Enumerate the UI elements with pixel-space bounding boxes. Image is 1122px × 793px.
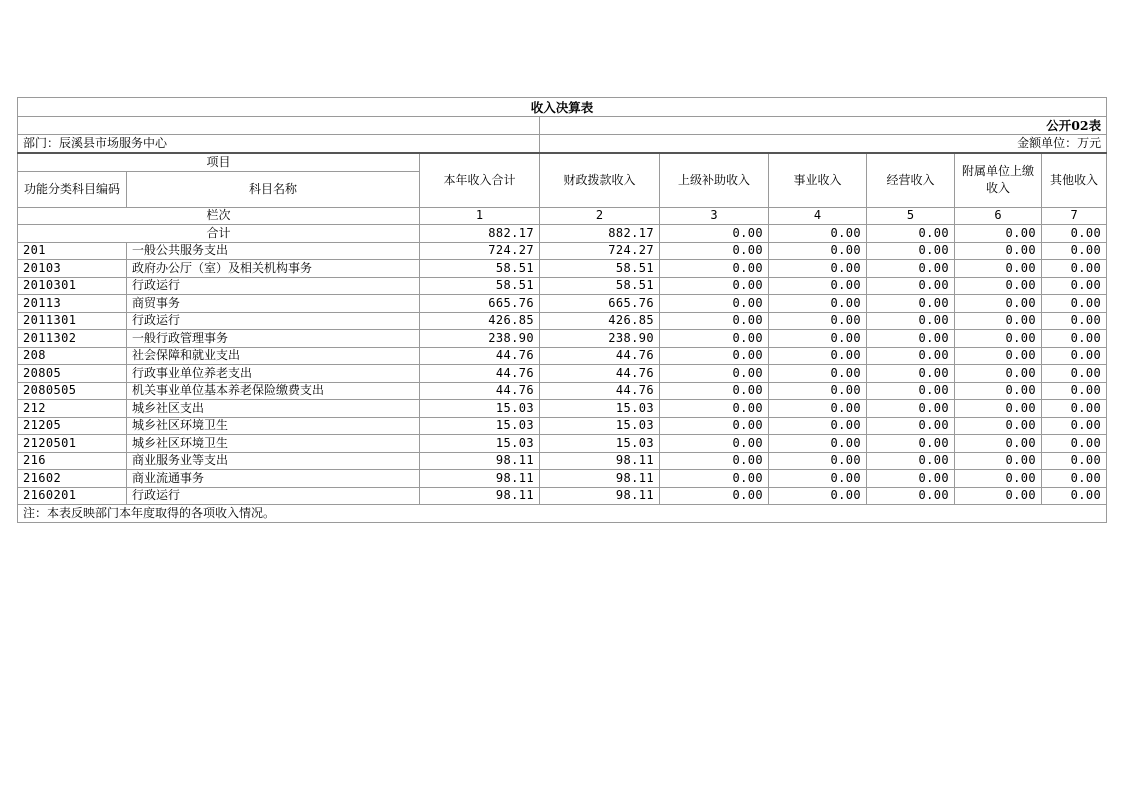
row-amount: 0.00: [1042, 365, 1107, 383]
row-amount: 0.00: [1042, 312, 1107, 330]
row-amount: 0.00: [955, 312, 1042, 330]
row-amount: 0.00: [660, 277, 769, 295]
row-amount: 44.76: [420, 347, 540, 365]
table-row: [18, 312, 1107, 330]
row-amount: 0.00: [867, 487, 955, 505]
row-amount: 98.11: [540, 487, 660, 505]
row-subject-code: 2010301: [18, 277, 127, 295]
row-subject-code: 21602: [18, 470, 127, 488]
table-row: [18, 242, 1107, 260]
row-amount: 58.51: [420, 277, 540, 295]
row-amount: 98.11: [420, 487, 540, 505]
row-amount: 0.00: [1042, 242, 1107, 260]
row-subject-name: 行政运行: [127, 487, 420, 505]
header-fiscal-allocation: 财政拨款收入: [540, 153, 660, 207]
row-amount: 0.00: [769, 382, 867, 400]
row-amount: 0.00: [660, 312, 769, 330]
table-row: [18, 365, 1107, 383]
row-subject-code: 20103: [18, 260, 127, 278]
total-label: 合计: [18, 225, 420, 243]
row-subject-code: 201: [18, 242, 127, 260]
row-subject-code: 2080505: [18, 382, 127, 400]
header-function-code: 功能分类科目编码: [18, 171, 127, 207]
row-amount: 0.00: [1042, 435, 1107, 453]
table-row: [18, 452, 1107, 470]
row-amount: 0.00: [1042, 417, 1107, 435]
row-amount: 665.76: [540, 295, 660, 313]
header-affiliated-income: 附属单位上缴收入: [955, 153, 1042, 207]
table-row: [18, 435, 1107, 453]
row-amount: 0.00: [955, 277, 1042, 295]
row-subject-name: 一般公共服务支出: [127, 242, 420, 260]
row-subject-name: 行政运行: [127, 277, 420, 295]
row-subject-name: 机关事业单位基本养老保险缴费支出: [127, 382, 420, 400]
row-amount: 0.00: [955, 295, 1042, 313]
row-amount: 0.00: [955, 452, 1042, 470]
row-subject-code: 21205: [18, 417, 127, 435]
row-subject-name: 行政运行: [127, 312, 420, 330]
column-number: 7: [1042, 207, 1107, 225]
row-amount: 98.11: [420, 470, 540, 488]
row-subject-code: 208: [18, 347, 127, 365]
row-amount: 0.00: [769, 470, 867, 488]
row-amount: 98.11: [420, 452, 540, 470]
row-subject-code: 2011302: [18, 330, 127, 348]
row-amount: 0.00: [867, 330, 955, 348]
column-number: 5: [867, 207, 955, 225]
total-value: 882.17: [420, 225, 540, 243]
total-value: 0.00: [660, 225, 769, 243]
row-amount: 0.00: [660, 470, 769, 488]
table-row: [18, 330, 1107, 348]
blank-cell: [18, 117, 540, 135]
row-amount: 44.76: [540, 347, 660, 365]
row-amount: 0.00: [769, 295, 867, 313]
row-amount: 0.00: [1042, 470, 1107, 488]
row-amount: 0.00: [1042, 260, 1107, 278]
row-amount: 0.00: [867, 470, 955, 488]
total-value: 0.00: [769, 225, 867, 243]
row-subject-name: 商业流通事务: [127, 470, 420, 488]
row-amount: 0.00: [769, 487, 867, 505]
row-amount: 0.00: [955, 365, 1042, 383]
row-amount: 0.00: [867, 417, 955, 435]
total-value: 0.00: [955, 225, 1042, 243]
row-amount: 0.00: [660, 435, 769, 453]
row-amount: 0.00: [867, 452, 955, 470]
column-index-label: 栏次: [18, 207, 420, 225]
row-subject-name: 城乡社区支出: [127, 400, 420, 418]
row-amount: 15.03: [420, 400, 540, 418]
row-subject-code: 2160201: [18, 487, 127, 505]
row-amount: 0.00: [660, 347, 769, 365]
row-amount: 0.00: [1042, 487, 1107, 505]
income-final-accounts-table: [17, 97, 1107, 523]
table-row: [18, 470, 1107, 488]
row-amount: 0.00: [867, 347, 955, 365]
column-number: 2: [540, 207, 660, 225]
row-amount: 426.85: [420, 312, 540, 330]
row-amount: 15.03: [420, 435, 540, 453]
table-row: [18, 295, 1107, 313]
header-subject-name: 科目名称: [127, 171, 420, 207]
row-subject-name: 行政事业单位养老支出: [127, 365, 420, 383]
header-superior-subsidy: 上级补助收入: [660, 153, 769, 207]
row-amount: 58.51: [540, 277, 660, 295]
row-amount: 0.00: [955, 330, 1042, 348]
row-amount: 0.00: [660, 487, 769, 505]
row-amount: 0.00: [660, 260, 769, 278]
total-value: 882.17: [540, 225, 660, 243]
row-amount: 426.85: [540, 312, 660, 330]
row-amount: 0.00: [867, 242, 955, 260]
row-amount: 0.00: [1042, 400, 1107, 418]
row-amount: 0.00: [1042, 382, 1107, 400]
header-business-income: 事业收入: [769, 153, 867, 207]
unit-label: 金额单位：万元: [540, 135, 1107, 154]
row-amount: 0.00: [660, 242, 769, 260]
row-amount: 0.00: [769, 347, 867, 365]
row-amount: 15.03: [540, 400, 660, 418]
row-subject-code: 216: [18, 452, 127, 470]
row-amount: 665.76: [420, 295, 540, 313]
row-subject-name: 社会保障和就业支出: [127, 347, 420, 365]
row-amount: 0.00: [955, 347, 1042, 365]
column-number: 3: [660, 207, 769, 225]
row-amount: 0.00: [769, 400, 867, 418]
row-subject-name: 商业服务业等支出: [127, 452, 420, 470]
table-row: [18, 260, 1107, 278]
row-amount: 0.00: [955, 487, 1042, 505]
row-amount: 98.11: [540, 470, 660, 488]
total-value: 0.00: [1042, 225, 1107, 243]
row-amount: 0.00: [769, 435, 867, 453]
column-number: 6: [955, 207, 1042, 225]
row-amount: 0.00: [955, 242, 1042, 260]
row-amount: 0.00: [955, 470, 1042, 488]
header-total-income: 本年收入合计: [420, 153, 540, 207]
row-amount: 98.11: [540, 452, 660, 470]
row-amount: 0.00: [660, 452, 769, 470]
row-amount: 58.51: [420, 260, 540, 278]
row-amount: 44.76: [540, 365, 660, 383]
row-amount: 0.00: [955, 382, 1042, 400]
row-amount: 0.00: [1042, 330, 1107, 348]
row-subject-name: 一般行政管理事务: [127, 330, 420, 348]
row-amount: 238.90: [540, 330, 660, 348]
form-number: 公开02表: [540, 117, 1107, 135]
table-row: [18, 400, 1107, 418]
row-amount: 0.00: [660, 382, 769, 400]
row-amount: 0.00: [660, 365, 769, 383]
table-title: 收入决算表: [18, 98, 1107, 117]
row-amount: 0.00: [769, 312, 867, 330]
row-amount: 0.00: [1042, 347, 1107, 365]
department-label: 部门：辰溪县市场服务中心: [18, 135, 540, 154]
row-subject-code: 20805: [18, 365, 127, 383]
row-amount: 44.76: [540, 382, 660, 400]
row-amount: 0.00: [769, 260, 867, 278]
row-amount: 0.00: [955, 400, 1042, 418]
row-amount: 0.00: [1042, 452, 1107, 470]
row-amount: 44.76: [420, 382, 540, 400]
column-number: 4: [769, 207, 867, 225]
row-amount: 724.27: [420, 242, 540, 260]
row-amount: 15.03: [540, 417, 660, 435]
total-value: 0.00: [867, 225, 955, 243]
row-subject-name: 城乡社区环境卫生: [127, 435, 420, 453]
table-row: [18, 382, 1107, 400]
row-amount: 0.00: [660, 400, 769, 418]
row-amount: 0.00: [955, 417, 1042, 435]
row-amount: 0.00: [867, 400, 955, 418]
row-amount: 0.00: [867, 365, 955, 383]
row-amount: 0.00: [867, 435, 955, 453]
row-amount: 238.90: [420, 330, 540, 348]
column-number: 1: [420, 207, 540, 225]
table-row: [18, 417, 1107, 435]
row-amount: 15.03: [540, 435, 660, 453]
row-subject-name: 商贸事务: [127, 295, 420, 313]
table-row: [18, 487, 1107, 505]
row-subject-name: 城乡社区环境卫生: [127, 417, 420, 435]
header-item: 项目: [18, 153, 420, 171]
header-operating-income: 经营收入: [867, 153, 955, 207]
row-amount: 0.00: [867, 312, 955, 330]
row-amount: 0.00: [769, 452, 867, 470]
row-amount: 0.00: [660, 295, 769, 313]
table-note: 注：本表反映部门本年度取得的各项收入情况。: [18, 505, 1107, 523]
row-amount: 0.00: [660, 417, 769, 435]
header-other-income: 其他收入: [1042, 153, 1107, 207]
row-amount: 0.00: [867, 295, 955, 313]
row-amount: 0.00: [955, 260, 1042, 278]
row-amount: 0.00: [867, 382, 955, 400]
row-amount: 44.76: [420, 365, 540, 383]
row-amount: 58.51: [540, 260, 660, 278]
row-subject-name: 政府办公厅（室）及相关机构事务: [127, 260, 420, 278]
row-amount: 0.00: [769, 242, 867, 260]
row-subject-code: 2120501: [18, 435, 127, 453]
row-amount: 724.27: [540, 242, 660, 260]
table-row: [18, 347, 1107, 365]
row-subject-code: 20113: [18, 295, 127, 313]
row-amount: 0.00: [769, 330, 867, 348]
row-amount: 0.00: [769, 417, 867, 435]
row-amount: 0.00: [769, 365, 867, 383]
row-amount: 0.00: [1042, 277, 1107, 295]
row-amount: 0.00: [660, 330, 769, 348]
row-subject-code: 212: [18, 400, 127, 418]
row-amount: 0.00: [867, 277, 955, 295]
table-row: [18, 277, 1107, 295]
row-amount: 0.00: [1042, 295, 1107, 313]
row-amount: 0.00: [955, 435, 1042, 453]
row-amount: 15.03: [420, 417, 540, 435]
row-amount: 0.00: [769, 277, 867, 295]
row-subject-code: 2011301: [18, 312, 127, 330]
row-amount: 0.00: [867, 260, 955, 278]
